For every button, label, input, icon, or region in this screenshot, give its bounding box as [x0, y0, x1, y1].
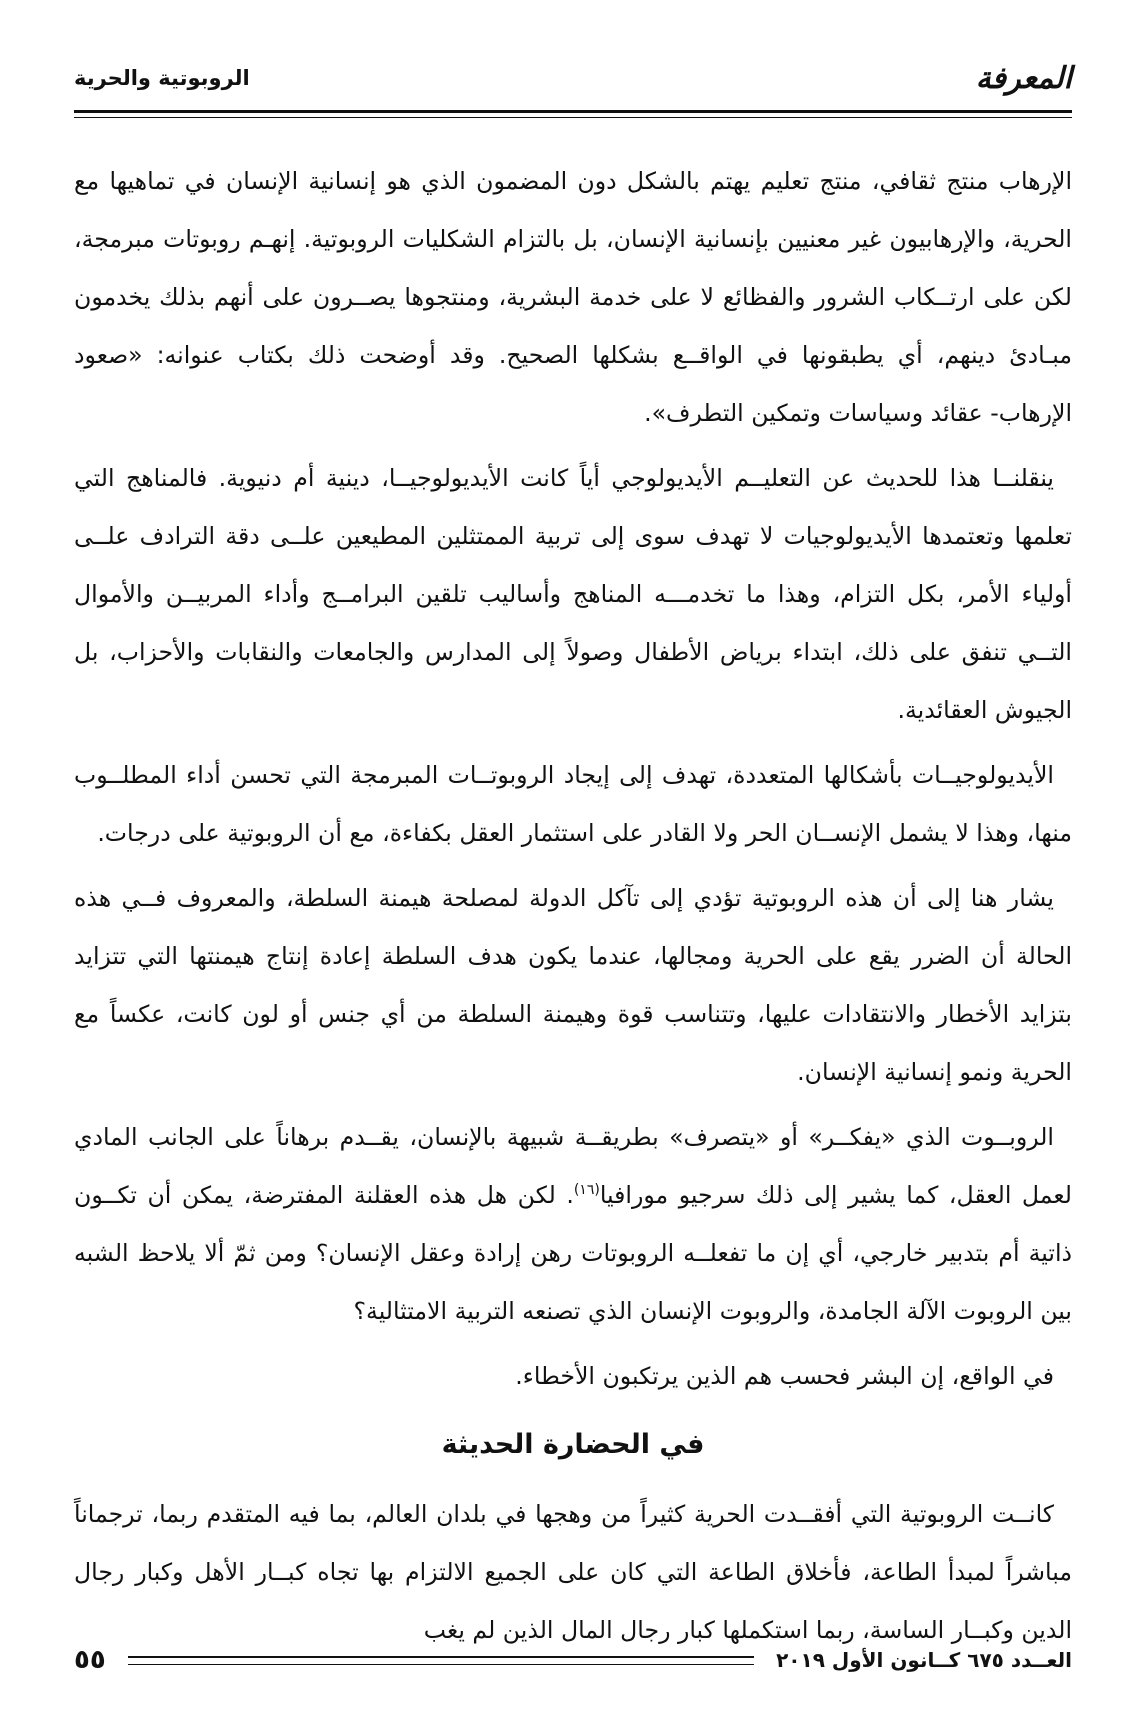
paragraph-6: في الواقع، إن البشر فحسب هم الذين يرتكبون الأخطاء. — [515, 1362, 1054, 1390]
running-title: الروبوتية والحرية — [74, 66, 250, 90]
magazine-logo: المعرفة — [975, 60, 1072, 96]
issue-info: العــدد ٦٧٥ كــانون الأول ٢٠١٩ — [776, 1648, 1072, 1672]
header-rule-thin — [74, 117, 1072, 118]
paragraph-5-text-a: الروبــوت الذي «يفكــر» أو «يتصرف» بطريقــة شبيهة بالإنسان، يقــدم برهاناً على الجانب المادي لعمل العقل، كما يشير إلى ذلك سرجيو مورافيا — [74, 1123, 1072, 1209]
page-number: ٥٥ — [74, 1645, 106, 1675]
paragraph-1: الإرهاب منتج ثقافي، منتج تعليم يهتم بالشكل دون المضمون الذي هو إنسانية الإنسان في تماهيها مع الحرية، والإرهابيون غير معنيين بإنسانية الإنسان، بل بالتزام الشكليات الروبوتية. إنهـم روبوتات مبرمجة، لكن على ارتــكاب الشرور والفظائع لا على خدمة البشرية، ومنتجوها يصــرون على أنهم بذلك يخدمون مبـادئ دينهم، أي يطبقونها في الواقــع بشكلها الصحيح. وقد أوضحت ذلك بكتاب عنوانه: «صعود الإرهاب- عقائد وسياسات وتمكين التطرف». — [74, 167, 1072, 427]
paragraph-2: ينقلنــا هذا للحديث عن التعليــم الأيديولوجي أياً كانت الأيديولوجيــا، دينية أم دنيوية. فالمناهج التي تعلمها وتعتمدها الأيديولوجيات لا تهدف سوى إلى تربية الممتثلين المطيعين علــى دقة الترادف علــى أولياء الأمر، بكل التزام، وهذا ما تخدمـــه المناهج وأساليب تلقين البرامــج وأداء المربيــن والأموال التــي تنفق على ذلك، ابتداء برياض الأطفال وصولاً إلى المدارس والجامعات والنقابات والأحزاب، بل الجيوش العقائدية. — [74, 464, 1072, 724]
paragraph-3: الأيديولوجيــات بأشكالها المتعددة، تهدف إلى إيجاد الروبوتــات المبرمجة التي تحسن أداء المطلــوب منها، وهذا لا يشمل الإنســان الحر ولا القادر على استثمار العقل بكفاءة، مع أن الروبوتية على درجات. — [74, 761, 1072, 847]
footnote-reference[interactable]: (١٦) — [573, 1182, 600, 1199]
header-rule — [74, 110, 1072, 113]
section-heading: في الحضارة الحديثة — [441, 1429, 705, 1460]
paragraph-5 — [74, 1108, 1072, 1340]
paragraph-7: كانــت الروبوتية التي أفقــدت الحرية كثيراً من وهجها في بلدان العالم، بما فيه المتقدم ربما، ترجماناً مباشراً لمبدأ الطاعة، فأخلاق الطاعة التي كان على الجميع الالتزام بها تجاه كبــار الأهل وكبار رجال الدين وكبــار الساسة، ربما استكملها كبار رجال المال الذين لم يغب — [74, 1500, 1072, 1644]
article-body — [74, 152, 1072, 1666]
footer-rule — [128, 1656, 754, 1665]
paragraph-4: يشار هنا إلى أن هذه الروبوتية تؤدي إلى تآكل الدولة لمصلحة هيمنة السلطة، والمعروف فــي هذه الحالة أن الضرر يقع على الحرية ومجالها، عندما يكون هدف السلطة إعادة إنتاج هيمنتها التي تتزايد بتزايد الأخطار والانتقادات عليها، وتتناسب قوة وهيمنة السلطة من أي جنس أو لون كانت، عكساً مع الحرية ونمو إنسانية الإنسان. — [74, 884, 1072, 1086]
page-header — [74, 48, 1072, 108]
page-footer — [74, 1640, 1072, 1680]
paragraph-5-text-b: . لكن هل هذه العقلنة المفترضة، يمكن أن تكــون ذاتية أم بتدبير خارجي، أي إن ما تفعلــه الروبوتات رهن إرادة وعقل الإنسان؟ ومن ثمّ ألا يلاحظ الشبه بين الروبوت الآلة الجامدة، والروبوت الإنسان الذي تصنعه التربية الامتثالية؟ — [74, 1181, 1072, 1325]
